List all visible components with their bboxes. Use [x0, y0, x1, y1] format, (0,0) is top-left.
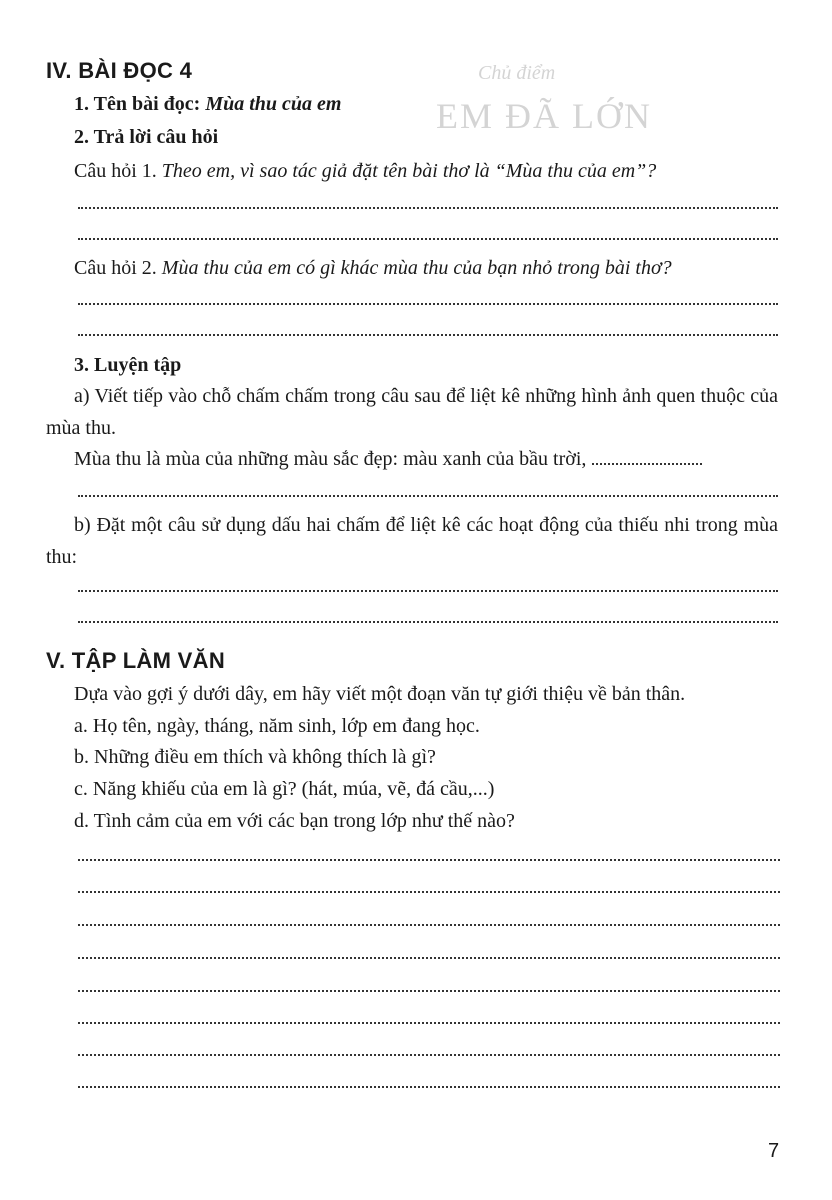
writing-line[interactable] — [78, 1086, 780, 1088]
answer-line[interactable] — [78, 207, 778, 209]
exercise-b-text: b) Đặt một câu sử dụng dấu hai chấm để liệt kê các hoạt động của thiếu nhi trong mùa thu: — [46, 514, 778, 568]
reading-title: Mùa thu của em — [205, 93, 342, 115]
question-1-text: Theo em, vì sao tác giả đặt tên bài thơ là “Mùa thu của em”? — [161, 160, 657, 182]
answer-line[interactable] — [78, 238, 778, 240]
hint-c: c. Năng khiếu của em là gì? (hát, múa, vẽ, đá cầu,...) — [74, 778, 495, 800]
section-5-heading: V. TẬP LÀM VĂN — [46, 648, 226, 673]
writing-line[interactable] — [78, 1022, 780, 1024]
answer-line[interactable] — [78, 495, 778, 497]
answer-line-inline[interactable] — [592, 463, 702, 465]
exercise-a — [46, 380, 778, 444]
writing-intro: Dựa vào gợi ý dưới dây, em hãy viết một đoạn văn tự giới thiệu về bản thân. — [74, 683, 686, 705]
question-2-text: Mùa thu của em có gì khác mùa thu của bạn nhỏ trong bài thơ? — [161, 257, 672, 279]
writing-line[interactable] — [78, 990, 780, 992]
writing-line[interactable] — [78, 859, 780, 861]
question-2-label: Câu hỏi 2. — [74, 257, 162, 279]
section-4-heading: IV. BÀI ĐỌC 4 — [46, 58, 193, 83]
exercise-a-text: a) Viết tiếp vào chỗ chấm chấm trong câu sau để liệt kê những hình ảnh quen thuộc của mùa thu. — [46, 385, 778, 439]
reading-title-line — [74, 93, 341, 116]
writing-line[interactable] — [78, 924, 780, 926]
exercise-b — [46, 509, 778, 573]
hint-a: a. Họ tên, ngày, tháng, năm sinh, lớp em đang học. — [74, 715, 480, 737]
question-2 — [74, 257, 672, 280]
hint-b: b. Những điều em thích và không thích là gì? — [74, 746, 436, 768]
answer-line[interactable] — [78, 590, 778, 592]
writing-line[interactable] — [78, 1054, 780, 1056]
answer-line[interactable] — [78, 303, 778, 305]
exercise-a-sentence-text: Mùa thu là mùa của những màu sắc đẹp: màu xanh của bầu trời, — [74, 448, 587, 470]
page-number: 7 — [768, 1140, 780, 1162]
writing-line[interactable] — [78, 957, 780, 959]
hint-d: d. Tình cảm của em với các bạn trong lớp như thế nào? — [74, 810, 515, 832]
reading-title-label: 1. Tên bài đọc: — [74, 93, 206, 115]
answer-line[interactable] — [78, 334, 778, 336]
answer-line[interactable] — [78, 621, 778, 623]
practice-heading: 3. Luyện tập — [74, 354, 182, 376]
exercise-a-sentence — [74, 448, 702, 471]
bleed-through-title: EM ĐÃ LỚN — [436, 96, 652, 136]
writing-line[interactable] — [78, 891, 780, 893]
answer-questions-heading: 2. Trả lời câu hỏi — [74, 126, 219, 148]
bleed-through-topic: Chủ điểm — [478, 62, 556, 84]
question-1-label: Câu hỏi 1. — [74, 160, 162, 182]
question-1 — [74, 160, 656, 183]
